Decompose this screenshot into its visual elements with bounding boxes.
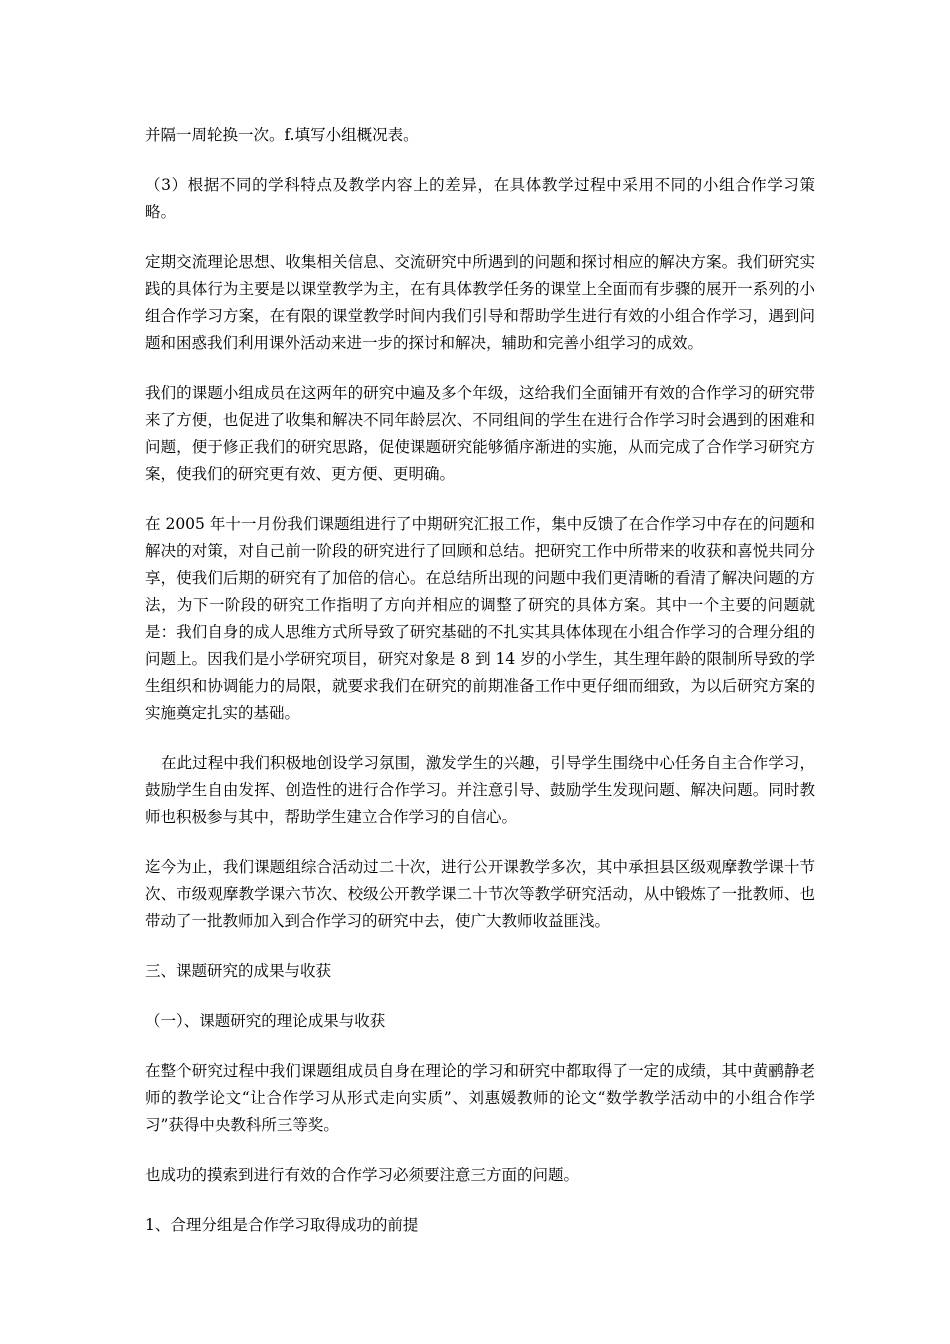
- paragraph-midterm-report: 在 2005 年十一月份我们课题组进行了中期研究汇报工作，集中反馈了在合作学习中存在的问题和解决的对策，对自己前一阶段的研究进行了回顾和总结。把研究工作中所带来的收获和喜悦共同分享，使我们后期的研究有了加倍的信心。在总结所出现的问题中我们更清晰的看清了解决问题的方法，为下一阶段的研究工作指明了方向并相应的调整了研究的具体方案。其中一个主要的问题就是：我们自身的成人思维方式所导致了研究基础的不扎实其具体体现在小组合作学习的合理分组的问题上。因我们是小学研究项目，研究对象是 8 到 14 岁的小学生，其生理年龄的限制所导致的学生组织和协调能力的局限，就要求我们在研究的前期准备工作中更仔细而细致，为以后研究方案的实施奠定扎实的基础。: [145, 515, 815, 722]
- paragraph-three-issues: 也成功的摸索到进行有效的合作学习必须要注意三方面的问题。: [145, 1166, 580, 1184]
- paragraph-regular-exchange: 定期交流理论思想、收集相关信息、交流研究中所遇到的问题和探讨相应的解决方案。我们研究实践的具体行为主要是以课堂教学为主，在有具体教学任务的课堂上全面而有步骤的展开一系列的小组合作学习方案，在有限的课堂教学时间内我们引导和帮助学生进行有效的小组合作学习，遇到问题和困惑我们利用课外活动来进一步的探讨和解决，辅助和完善小组学习的成效。: [145, 253, 815, 352]
- paragraph-activities-summary: 迄今为止，我们课题组综合活动过二十次，进行公开课教学多次，其中承担县区级观摩教学课十节次、市级观摩教学课六节次、校级公开教学课二十节次等教学研究活动，从中锻炼了一批教师、也带动了一批教师加入到合作学习的研究中去，使广大教师收益匪浅。: [145, 858, 815, 930]
- document-body: [145, 122, 815, 1262]
- paragraph-rotation-note: 并隔一周轮换一次。f.填写小组概况表。: [145, 126, 419, 144]
- paragraph-team-members: 我们的课题小组成员在这两年的研究中遍及多个年级，这给我们全面铺开有效的合作学习的研究带来了方便，也促进了收集和解决不同年龄层次、不同组间的学生在进行合作学习时会遇到的困难和问题，便于修正我们的研究思路，促使课题研究能够循序渐进的实施，从而完成了合作学习研究方案，使我们的研究更有效、更方便、更明确。: [145, 384, 815, 483]
- paragraph-strategy-3: （3）根据不同的学科特点及教学内容上的差异，在具体教学过程中采用不同的小组合作学习策略。: [145, 176, 815, 221]
- paragraph-awards: 在整个研究过程中我们课题组成员自身在理论的学习和研究中都取得了一定的成绩，其中黄鹂静老师的教学论文“让合作学习从形式走向实质”、刘惠媛教师的论文“数学教学活动中的小组合作学习”获得中央教科所三等奖。: [145, 1062, 815, 1134]
- paragraph-learning-atmosphere: 在此过程中我们积极地创设学习氛围，激发学生的兴趣，引导学生围绕中心任务自主合作学习，鼓励学生自由发挥、创造性的进行合作学习。并注意引导、鼓励学生发现问题、解决问题。同时教师也积极参与其中，帮助学生建立合作学习的自信心。: [145, 754, 815, 826]
- section-heading-results: 三、课题研究的成果与收获: [145, 962, 332, 980]
- subsection-heading-theory-results: （一）、课题研究的理论成果与收获: [145, 1012, 386, 1030]
- list-item-grouping: 1、合理分组是合作学习取得成功的前提: [145, 1216, 419, 1234]
